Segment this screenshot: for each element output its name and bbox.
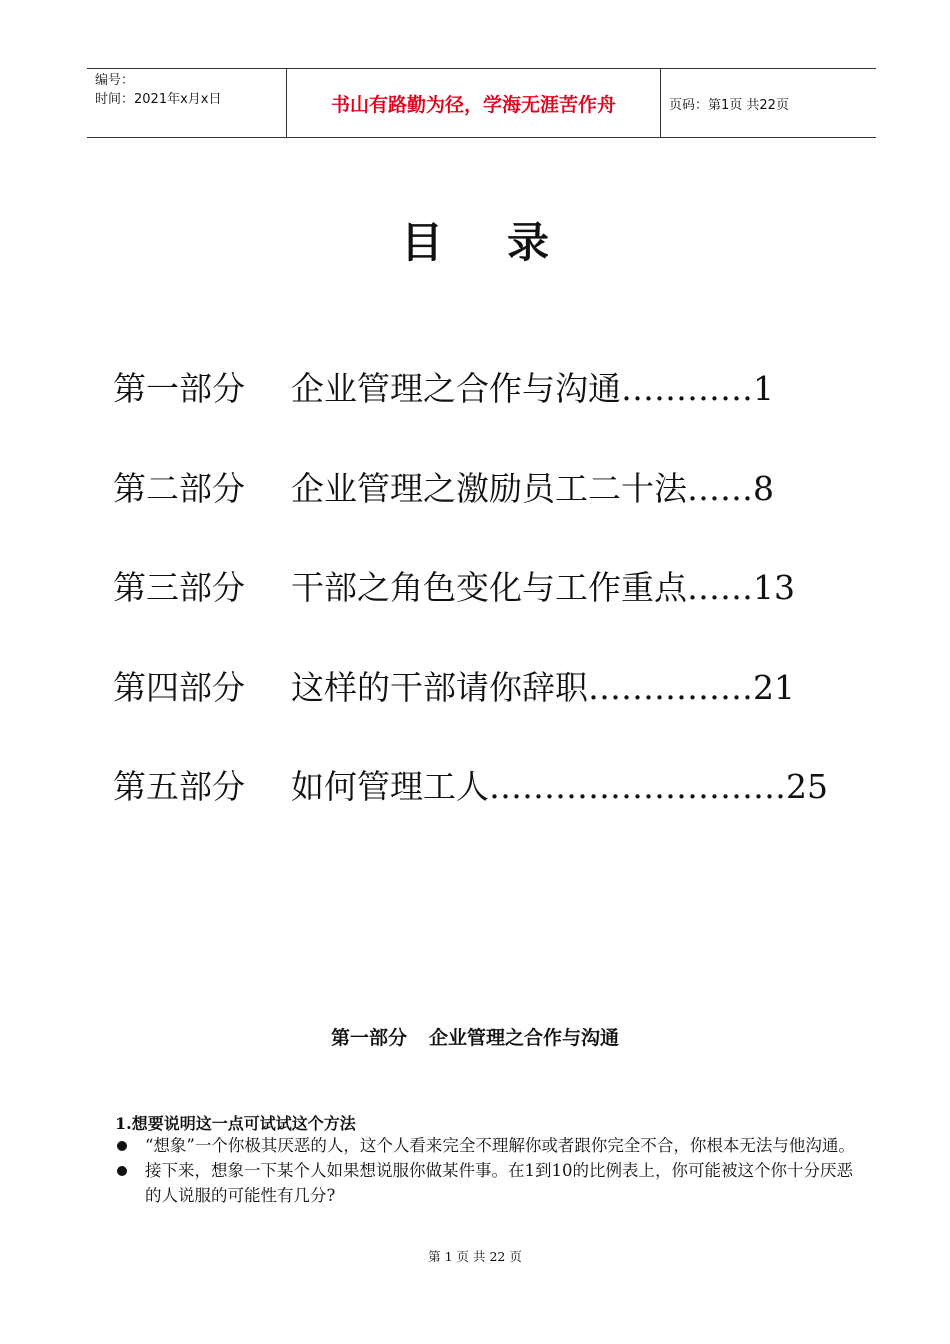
page-footer: 第 1 页 共 22 页 bbox=[428, 1249, 522, 1264]
toc-item-leader: …… bbox=[687, 468, 753, 508]
list-item-text: “想象”一个你极其厌恶的人，这个人看来完全不理解你或者跟你完全不合，你根本无法与他沟通。 bbox=[145, 1136, 855, 1155]
toc-item[interactable] bbox=[113, 363, 833, 463]
header-meta bbox=[87, 69, 287, 137]
toc-item-part: 第四部分 bbox=[113, 667, 245, 707]
toc-item[interactable] bbox=[113, 562, 833, 662]
toc-item[interactable] bbox=[113, 463, 833, 563]
toc-item-name: 如何管理工人 bbox=[291, 767, 489, 806]
toc-item-name: 这样的干部请你辞职 bbox=[291, 667, 588, 707]
list-item bbox=[115, 1133, 860, 1158]
toc-item-leader: ……………………… bbox=[489, 767, 786, 806]
header-page-info: 页码：第1页 共22页 bbox=[669, 97, 789, 113]
bullet-list bbox=[115, 1133, 860, 1208]
header-number-label: 编号： bbox=[95, 73, 135, 88]
toc-item-leader: …… bbox=[687, 568, 753, 607]
page-header bbox=[87, 68, 876, 138]
list-item-text: 接下来，想象一下某个人如果想说服你做某件事。在1到10的比例表上，你可能被这个你十分厌恶的人说服的可能性有几分? bbox=[145, 1161, 853, 1205]
toc-item-page: 21 bbox=[753, 667, 795, 707]
toc-title: 目录 bbox=[400, 218, 613, 267]
list-item bbox=[115, 1158, 860, 1208]
header-time-label: 时间：2021年x月x日 bbox=[95, 92, 222, 107]
toc-item-part: 第一部分 bbox=[113, 369, 245, 408]
toc-item-page: 8 bbox=[753, 468, 774, 508]
section-title-text: 企业管理之合作与沟通 bbox=[429, 1027, 620, 1049]
toc-item-page: 13 bbox=[753, 568, 795, 607]
toc-item-page: 1 bbox=[753, 369, 774, 408]
toc-item[interactable] bbox=[113, 761, 833, 861]
bullet-icon bbox=[117, 1166, 127, 1176]
toc-item-name: 企业管理之合作与沟通 bbox=[291, 369, 621, 408]
header-motto-cell bbox=[287, 69, 661, 137]
toc-item-leader: ………… bbox=[621, 369, 753, 408]
section-title bbox=[0, 1023, 950, 1050]
toc-item-name: 企业管理之激励员工二十法 bbox=[291, 468, 687, 508]
section-part-label: 第一部分 bbox=[330, 1027, 407, 1049]
toc-item-part: 第三部分 bbox=[113, 568, 245, 607]
toc-item-name: 干部之角色变化与工作重点 bbox=[291, 568, 687, 607]
toc-item-page: 25 bbox=[786, 767, 828, 806]
toc-item-part: 第五部分 bbox=[113, 767, 245, 806]
header-page-info-cell bbox=[661, 69, 876, 137]
subheading: 1.想要说明这一点可试试这个方法 bbox=[115, 1114, 356, 1133]
table-of-contents bbox=[113, 363, 833, 861]
toc-item-leader: …………… bbox=[588, 667, 753, 707]
bullet-icon bbox=[117, 1141, 127, 1151]
header-motto: 书山有路勤为径，学海无涯苦作舟 bbox=[330, 93, 616, 116]
toc-item[interactable] bbox=[113, 662, 833, 762]
toc-item-part: 第二部分 bbox=[113, 468, 245, 508]
